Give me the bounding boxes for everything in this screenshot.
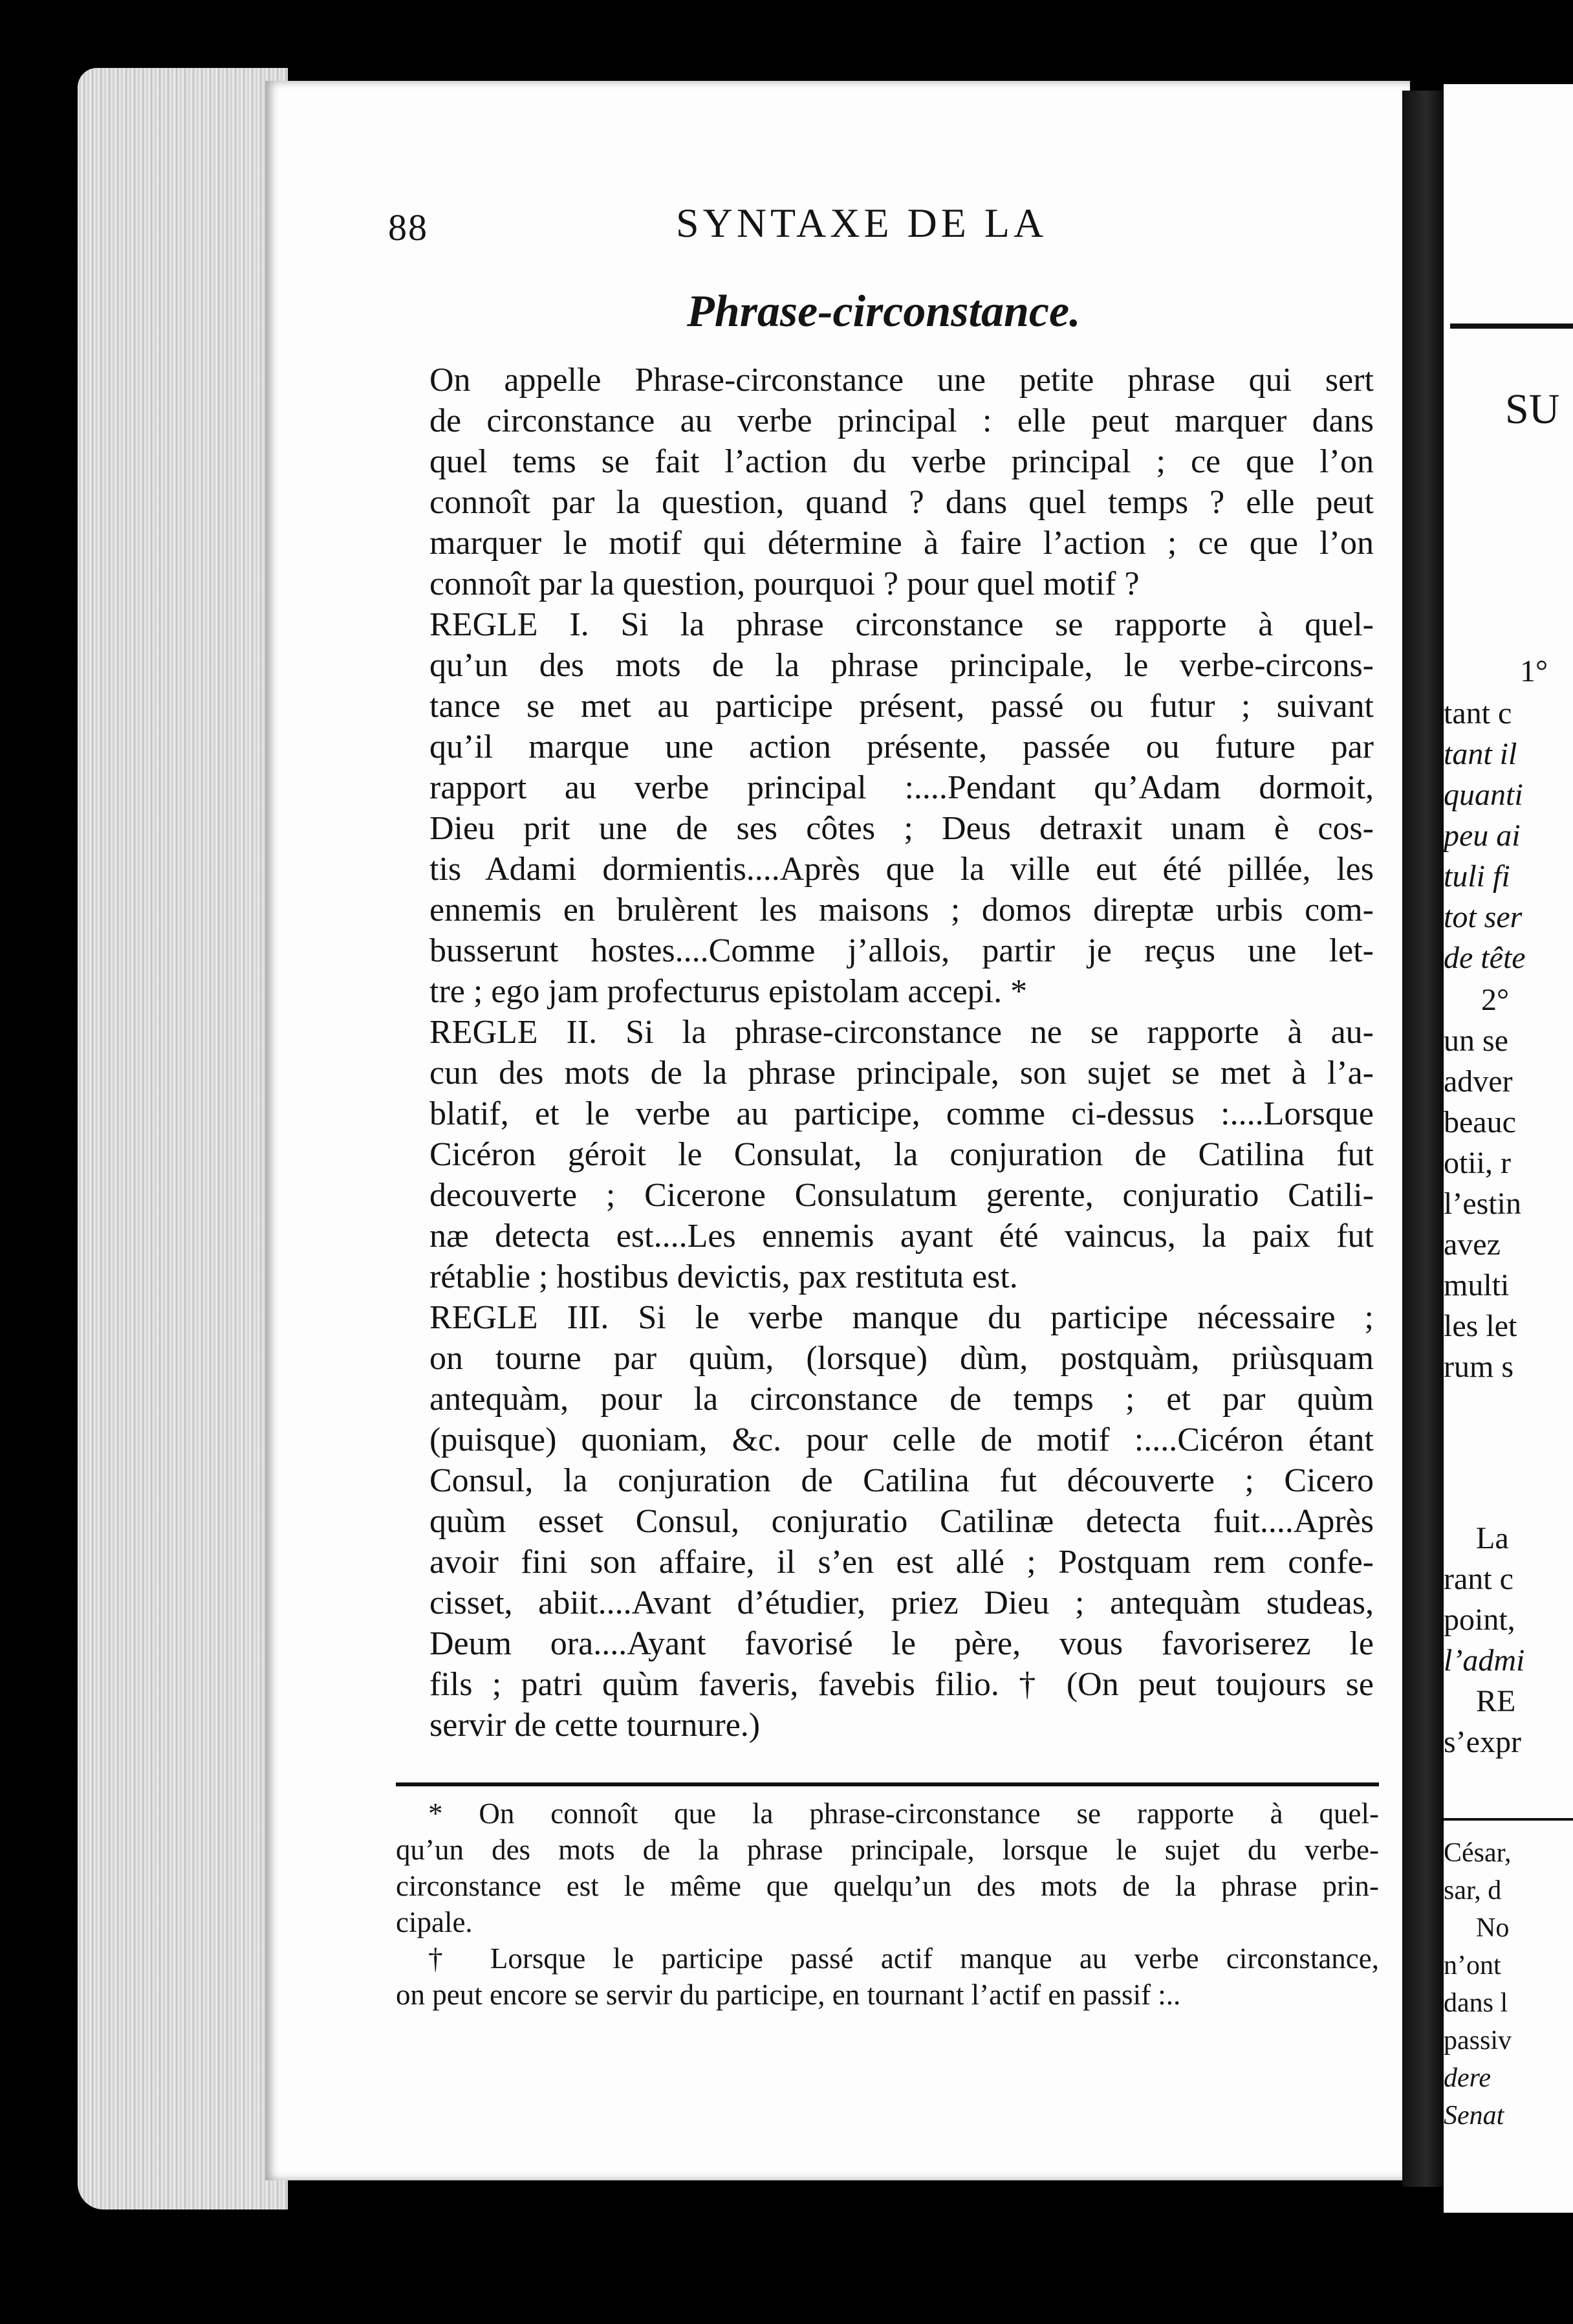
text-line: connoît par la question, pourquoi ? pour quel motif ?	[429, 565, 1140, 602]
text-line: marquer le motif qui détermine à faire l’action ; ce que l’on	[429, 525, 1374, 562]
facing-page-line: dere	[1444, 2063, 1492, 2093]
text-line: cun des mots de la phrase principale, son sujet se met à l’a-	[429, 1055, 1374, 1091]
text-line: REGLE II. Si la phrase-circonstance ne se rapporte à au-	[429, 1014, 1374, 1051]
paragraph-regle-2	[391, 1012, 1374, 1297]
text-line: quel tems se fait l’action du verbe principal ; ce que l’on	[429, 443, 1374, 480]
facing-page-line: 1°	[1520, 654, 1548, 688]
facing-page-line: César,	[1444, 1838, 1512, 1868]
facing-page-line: un se	[1444, 1024, 1508, 1058]
facing-page-line: 2°	[1481, 983, 1510, 1017]
text-line: fils ; patri quùm faveris, favebis filio. † (On peut toujours se	[429, 1666, 1374, 1703]
text-line: connoît par la question, quand ? dans quel temps ? elle peut	[429, 484, 1374, 521]
facing-page-line: Senat	[1444, 2101, 1504, 2131]
text-line: decouverte ; Cicerone Consulatum gerente, conjuratio Catili-	[429, 1177, 1374, 1214]
facing-page-line: adver	[1444, 1064, 1513, 1099]
facing-page-line: rum s	[1444, 1350, 1513, 1384]
facing-page-line: point,	[1444, 1603, 1515, 1637]
footnote-divider	[396, 1782, 1379, 1786]
footnote-line: cipale.	[396, 1906, 473, 1938]
facing-page-line: tant il	[1444, 737, 1517, 771]
facing-page-line: dans l	[1444, 1988, 1508, 2018]
section-heading: Phrase-circonstance.	[687, 287, 1081, 336]
paragraph-regle-1	[391, 604, 1374, 1012]
text-line: ennemis en brulèrent les maisons ; domos direptæ urbis com-	[429, 892, 1374, 928]
facing-page	[1444, 84, 1573, 2213]
text-line: tis Adami dormientis....Après que la ville eut été pillée, les	[429, 851, 1374, 888]
text-line: qu’il marque une action présente, passée ou future par	[429, 729, 1374, 765]
text-line: REGLE I. Si la phrase circonstance se rapporte à quel-	[429, 606, 1374, 643]
facing-page-line: de tête	[1444, 941, 1526, 975]
facing-page-rule	[1450, 323, 1573, 329]
facing-page-line: passiv	[1444, 2026, 1512, 2055]
facing-page-line: No	[1476, 1913, 1510, 1943]
text-line: rétablie ; hostibus devictis, pax restituta est.	[429, 1258, 1018, 1295]
paragraph-regle-3	[391, 1297, 1374, 1746]
paragraph-intro	[391, 360, 1374, 604]
facing-page-line: avez	[1444, 1227, 1501, 1262]
footnote-dagger	[396, 1940, 1379, 2013]
facing-page-line: tot ser	[1444, 900, 1523, 934]
facing-page-line: La	[1476, 1521, 1509, 1555]
text-line: rapport au verbe principal :....Pendant qu’Adam dormoit,	[429, 769, 1374, 806]
text-line: tance se met au participe présent, passé ou futur ; suivant	[429, 688, 1374, 725]
text-line: Dieu prit une de ses côtes ; Deus detraxit unam è cos-	[429, 810, 1374, 847]
text-line: avoir fini son affaire, il s’en est allé ; Postquam rem confe-	[429, 1544, 1374, 1581]
book-gutter	[1402, 91, 1442, 2187]
facing-page-line: otii, r	[1444, 1146, 1511, 1180]
page-number: 88	[388, 206, 428, 248]
footnote-asterisk	[396, 1795, 1379, 1940]
facing-page-line: les let	[1444, 1309, 1517, 1343]
text-line: On appelle Phrase-circonstance une petite phrase qui sert	[429, 362, 1374, 399]
facing-page-line: beauc	[1444, 1105, 1516, 1139]
text-line: (puisque) quoniam, &c. pour celle de motif :....Cicéron étant	[429, 1421, 1374, 1458]
footnote-line: † Lorsque le participe passé actif manque au verbe circonstance,	[428, 1942, 1379, 1975]
facing-page-line: sar, d	[1444, 1876, 1502, 1905]
facing-page-footnote-rule	[1444, 1818, 1573, 1821]
text-line: Consul, la conjuration de Catilina fut découverte ; Cicero	[429, 1462, 1374, 1499]
text-line: næ detecta est....Les ennemis ayant été vaincus, la paix fut	[429, 1218, 1374, 1255]
text-line: REGLE III. Si le verbe manque du participe nécessaire ;	[429, 1299, 1374, 1336]
text-line: quùm esset Consul, conjuratio Catilinæ detecta fuit....Après	[429, 1503, 1374, 1540]
facing-page-line: peu ai	[1444, 818, 1521, 853]
body-text	[391, 360, 1374, 1746]
facing-page-line: l’admi	[1444, 1643, 1525, 1678]
footnote-line: qu’un des mots de la phrase principale, lorsque le sujet du verbe-	[396, 1834, 1379, 1866]
footnote-line: on peut encore se servir du participe, en tournant l’actif en passif :..	[396, 1979, 1181, 2011]
text-line: servir de cette tournure.)	[429, 1707, 761, 1744]
text-line: Deum ora....Ayant favorisé le père, vous favoriserez le	[429, 1625, 1374, 1662]
facing-page-line: rant c	[1444, 1562, 1513, 1596]
facing-page-line: quanti	[1444, 778, 1523, 812]
facing-page-line: tuli fi	[1444, 859, 1510, 893]
text-line: Cicéron géroit le Consulat, la conjuration de Catilina fut	[429, 1136, 1374, 1173]
facing-page-heading: SU	[1505, 386, 1560, 433]
facing-page-line: n’ont	[1444, 1951, 1501, 1980]
facing-page-line: l’estin	[1444, 1187, 1521, 1221]
facing-page-line: multi	[1444, 1268, 1510, 1302]
running-title: SYNTAXE DE LA	[676, 200, 1048, 246]
text-line: blatif, et le verbe au participe, comme ci-dessus :....Lorsque	[429, 1095, 1374, 1132]
text-line: cisset, abiit....Avant d’étudier, priez Dieu ; antequàm studeas,	[429, 1584, 1374, 1621]
footnote-line: * On connoît que la phrase-circonstance se rapporte à quel-	[428, 1797, 1379, 1830]
facing-page-line: tant c	[1444, 696, 1512, 730]
text-line: on tourne par quùm, (lorsque) dùm, postquàm, priùsquam	[429, 1340, 1374, 1377]
facing-page-line: s’expr	[1444, 1725, 1521, 1759]
facing-page-line: RE	[1476, 1684, 1516, 1718]
footnote-line: circonstance est le même que quelqu’un des mots de la phrase prin-	[396, 1870, 1379, 1902]
book-page-edges	[78, 68, 288, 2209]
text-line: de circonstance au verbe principal : elle peut marquer dans	[429, 402, 1374, 439]
text-line: busserunt hostes....Comme j’allois, partir je reçus une let-	[429, 932, 1374, 969]
text-line: tre ; ego jam profecturus epistolam accepi. *	[429, 973, 1028, 1010]
footnotes	[396, 1795, 1379, 2013]
text-line: antequàm, pour la circonstance de temps ; et par quùm	[429, 1381, 1374, 1418]
text-line: qu’un des mots de la phrase principale, le verbe-circons-	[429, 647, 1374, 684]
